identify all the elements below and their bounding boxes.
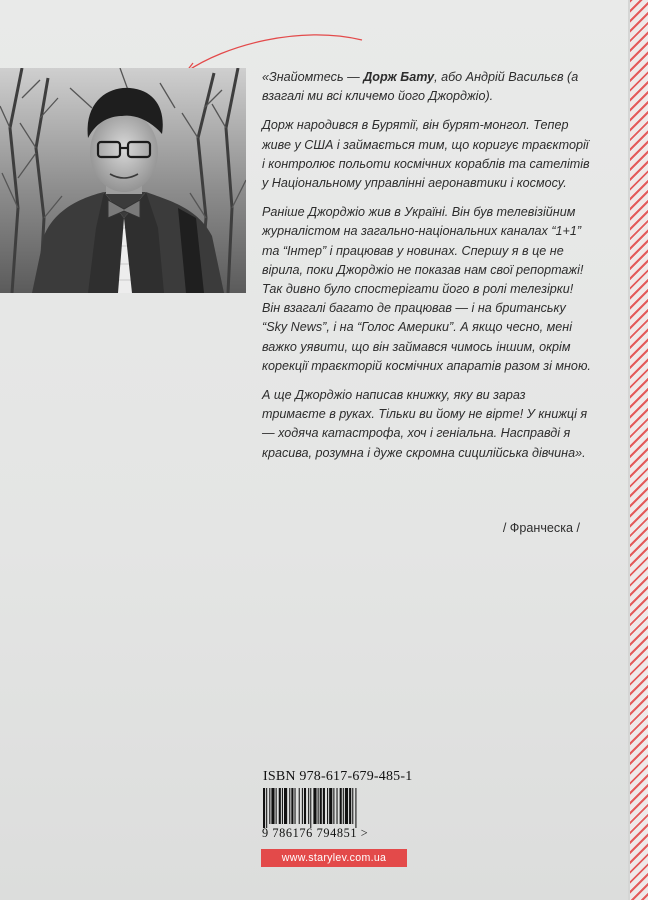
barcode-digits: 9 786176 794851: [262, 826, 358, 840]
striped-spine-band: [630, 0, 648, 900]
barcode-number: [262, 826, 412, 841]
intro-open: «Знайомтесь —: [262, 70, 364, 84]
signature: / Франческа /: [502, 521, 580, 535]
intro-rest: , або Андрій Васильєв (а взагалі ми всі кличемо його Джорджіо).: [262, 70, 579, 104]
barcode-icon: [262, 788, 410, 828]
paragraph-biography: Дорж народився в Бурятії, він бурят-монгол. Тепер живе у США і займається тим, що коригує траєкторії і контролює польоти космічних кораблів та сателітів у Національному управлінні аеронавтики і космосу.: [262, 118, 590, 191]
author-description: [262, 68, 592, 475]
barcode-marker: >: [360, 826, 369, 840]
author-name: Дорж Бату: [363, 70, 435, 84]
publisher-website-link[interactable]: www.starylev.com.ua: [261, 849, 407, 867]
paragraph-career: Раніше Джорджіо жив в Україні. Він був телевізійним журналістом на загально-національних каналах “1+1” та “Інтер” і працював у новинах. Спершу я в це не вірила, поки Джорджіо не показав нам свої репортажі! Так дивно було спостерігати його в ролі телезірки! Він взагалі багато де працював — і на британську “Sky News”, і на “Голос Америки”. А якщо чесно, мені важко уявити, що він займався чимось іншим, окрім корекції траєкторій космічних апаратів разом зі мною.: [262, 205, 591, 373]
paragraph-book: А ще Джорджіо написав книжку, яку ви зараз тримаєте в руках. Тільки ви йому не вірте! У книжці я — ходяча катастрофа, хоч і геніальна. Насправді я красива, розумна і дуже скромна сицилійська дівчина».: [262, 388, 588, 460]
isbn-label: ISBN 978-617-679-485-1: [263, 769, 413, 784]
author-photo: [0, 68, 246, 293]
intro-paragraph: [262, 68, 592, 106]
